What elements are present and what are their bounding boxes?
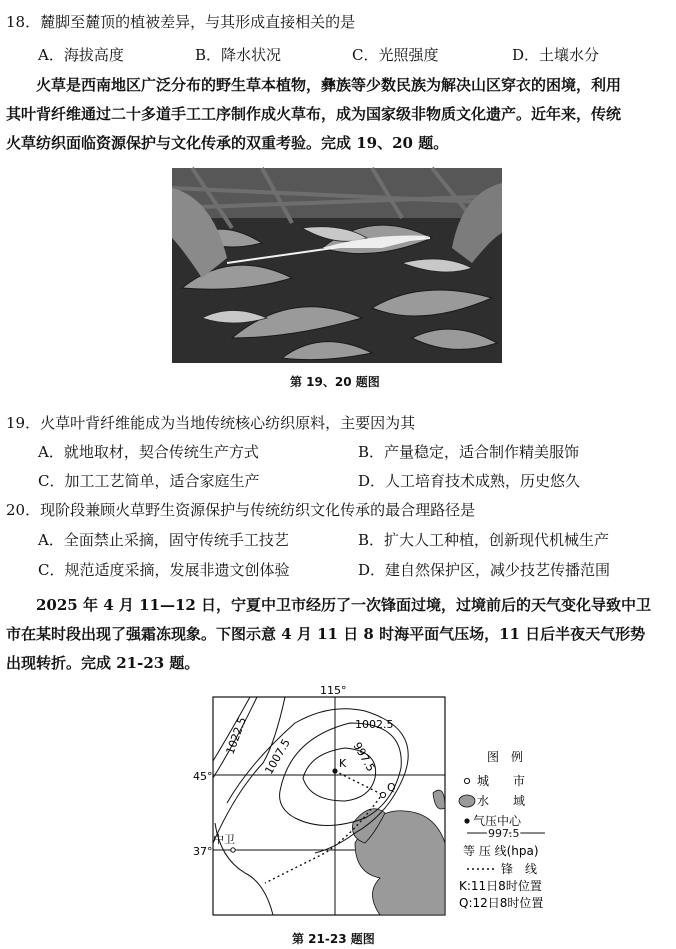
- q20-option-b: B．扩大人工种植，创新现代机械生产: [358, 531, 610, 549]
- q18-option-c: C．光照强度: [352, 46, 439, 64]
- legend-center: 气压中心: [473, 814, 522, 828]
- q19-option-b: B．产量稳定，适合制作精美服饰: [358, 443, 580, 461]
- lat-37-label: 37°: [193, 845, 213, 858]
- legend-city-icon: [464, 778, 469, 783]
- isobar-label-1002: 1002.5: [355, 718, 394, 731]
- q18-option-b: B．降水状况: [195, 46, 282, 64]
- legend-k-note: K:11日8时位置: [459, 879, 542, 893]
- legend-q-note: Q:12日8时位置: [459, 896, 544, 910]
- passage1-line-2: 其叶背纤维通过二十多道手工工序制作成火草布，成为国家级非物质文化遗产。近年来，传统: [6, 105, 622, 123]
- q19-option-a: A．就地取材，契合传统生产方式: [38, 443, 259, 461]
- legend-title: 图 例: [487, 750, 524, 764]
- fire-grass-photo-image: [172, 168, 502, 363]
- q20-stem: 20．现阶段兼顾火草野生资源保护与传统纺织文化传承的最合理路径是: [6, 501, 476, 519]
- legend-isobar-value: 997.5: [488, 827, 520, 840]
- q20-option-d: D．建自然保护区，减少技艺传播范围: [358, 561, 611, 579]
- pressure-center-q: [380, 792, 385, 797]
- isobar-label-1007: 1007.5: [262, 736, 293, 777]
- pressure-map: [193, 683, 565, 923]
- q18-option-d: D．土壤水分: [512, 46, 600, 64]
- point-k-label: K: [339, 757, 347, 770]
- passage2-line-2: 市在某时段出现了强霜冻现象。下图示意 4 月 11 日 8 时海平面气压场，11 日后半夜天气形势: [6, 625, 646, 643]
- point-q-label: Q: [387, 781, 396, 794]
- passage1-line-3: 火草纺织面临资源保护与文化传承的双重考验。完成 19、20 题。: [6, 134, 449, 152]
- photo-caption: 第 19、20 题图: [290, 375, 380, 389]
- fire-grass-photo: [172, 168, 502, 363]
- q19-option-d: D．人工培育技术成熟，历史悠久: [358, 472, 581, 490]
- legend-water: 水 域: [477, 794, 526, 808]
- map-caption: 第 21-23 题图: [292, 932, 375, 946]
- q18-option-a: A．海拔高度: [38, 46, 124, 64]
- isobar-label-1022: 1022.5: [223, 715, 249, 757]
- legend-city: 城 市: [477, 774, 526, 788]
- city-zhongwei-label: 中卫: [213, 833, 235, 846]
- q19-stem: 19．火草叶背纤维能成为当地传统核心纺织原料，主要因为其: [6, 414, 416, 432]
- legend-center-icon: [464, 818, 469, 823]
- city-zhongwei-marker: [231, 848, 235, 852]
- q19-option-c: C．加工工艺简单，适合家庭生产: [38, 472, 260, 490]
- q18-stem: 18．麓脚至麓顶的植被差异，与其形成直接相关的是: [6, 13, 356, 31]
- passage2-line-3: 出现转折。完成 21-23 题。: [6, 654, 200, 672]
- q20-option-a: A．全面禁止采摘，固守传统手工技艺: [38, 531, 289, 549]
- legend-front: 锋 线: [501, 862, 538, 876]
- legend-water-icon: [459, 795, 475, 807]
- longitude-label: 115°: [320, 684, 347, 697]
- q20-option-c: C．规范适度采摘，发展非遗文创体验: [38, 561, 290, 579]
- isobar-label-997: 997.5: [350, 740, 378, 774]
- legend-isobar: 等 压 线(hpa): [463, 844, 539, 858]
- passage2-line-1: 2025 年 4 月 11—12 日，宁夏中卫市经历了一次锋面过境，过境前后的天气变化导致中卫: [6, 596, 652, 614]
- pressure-center-k: [332, 768, 337, 773]
- lat-45-label: 45°: [193, 770, 213, 783]
- passage1-line-1: 火草是西南地区广泛分布的野生草本植物，彝族等少数民族为解决山区穿衣的困境，利用: [6, 76, 622, 94]
